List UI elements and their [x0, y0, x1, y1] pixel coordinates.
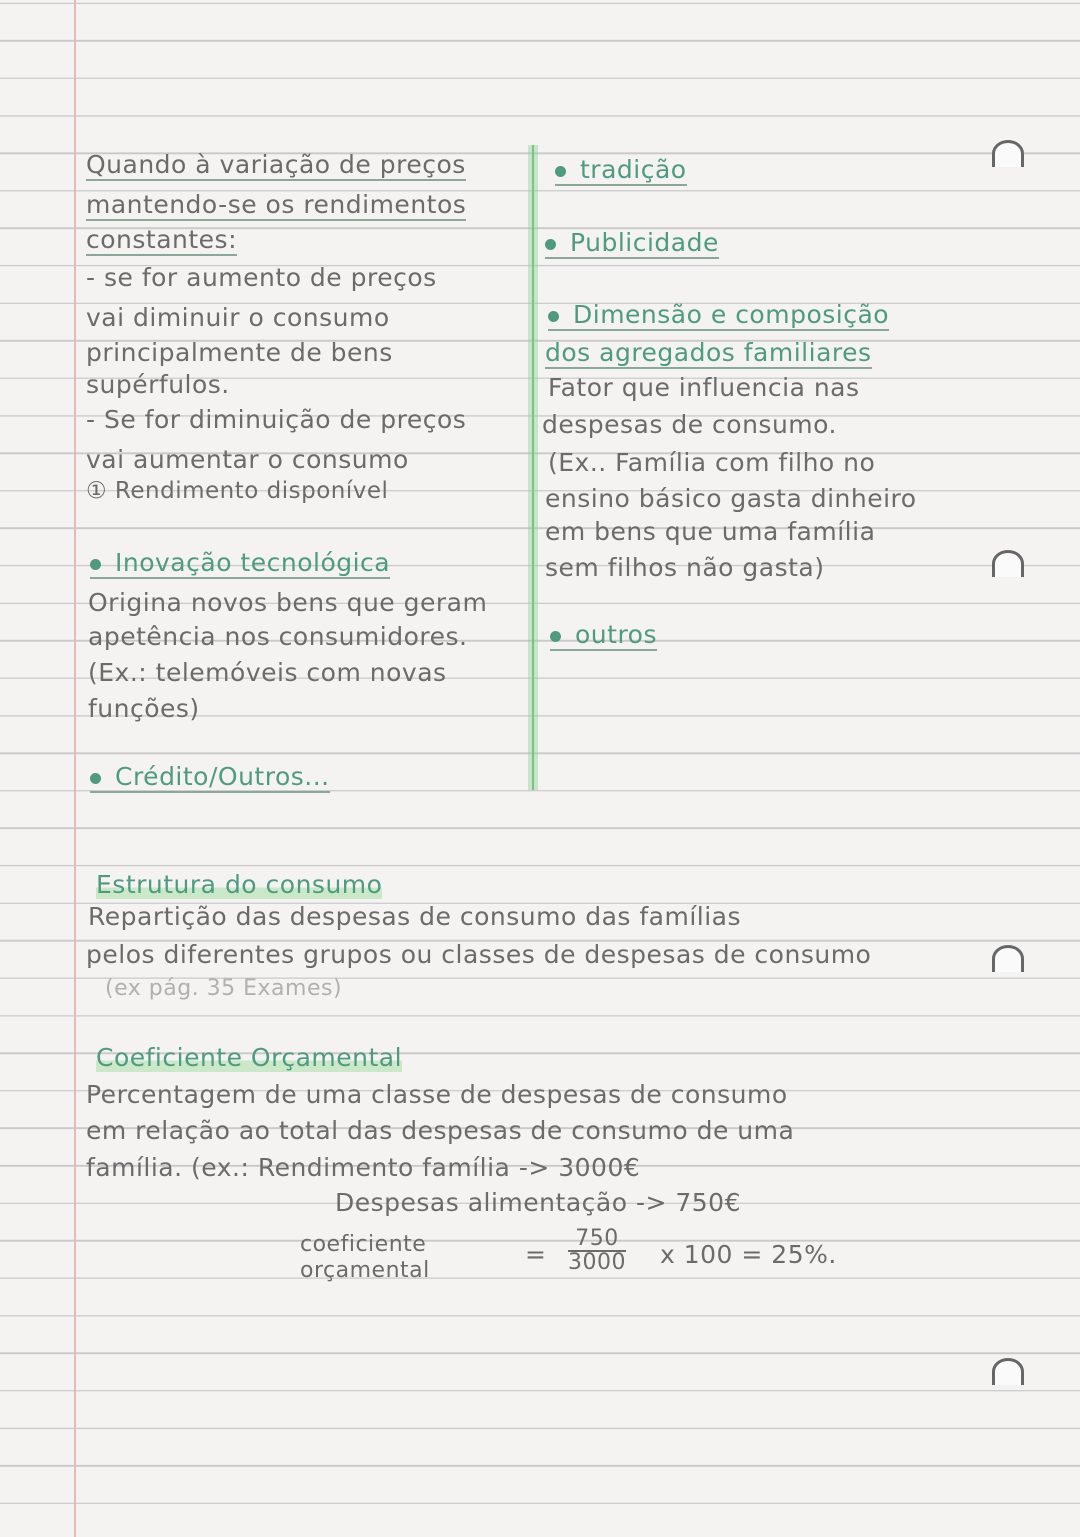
coeficiente-line: Percentagem de uma classe de despesas de consumo	[86, 1080, 788, 1109]
bullet-icon	[548, 311, 559, 322]
credito-item	[90, 762, 330, 793]
dimensao-title	[548, 300, 889, 331]
point-line: principalmente de bens	[86, 338, 393, 367]
intro-line: constantes:	[86, 225, 238, 254]
coeficiente-example: Despesas alimentação -> 750€	[335, 1188, 741, 1217]
point-line: supérfulos.	[86, 370, 230, 399]
inovacao-line: Origina novos bens que geram	[88, 588, 488, 617]
estrutura-note: (ex pág. 35 Exames)	[105, 976, 343, 1001]
binder-hole	[992, 1358, 1024, 1385]
bullet-icon	[550, 631, 561, 642]
dimensao-line: (Ex.. Família com filho no	[548, 448, 876, 477]
dimensao-line: despesas de consumo.	[542, 410, 837, 439]
dimensao-line: em bens que uma família	[545, 517, 876, 546]
point-line: - Se for diminuição de preços	[86, 405, 467, 434]
coeficiente-line: família. (ex.: Rendimento família -> 3000€	[86, 1153, 641, 1182]
tradicao-item	[555, 155, 687, 186]
dimensao-title-line: dos agregados familiares	[545, 338, 872, 367]
intro-line: mantendo-se os rendimentos	[86, 190, 467, 219]
binder-hole	[992, 140, 1024, 167]
publicidade-item	[545, 228, 719, 259]
coeficiente-formula-label	[300, 1232, 430, 1284]
inovacao-line: funções)	[88, 694, 200, 723]
tradicao-text: tradição	[580, 155, 687, 184]
dimensao-line: Fator que influencia nas	[548, 373, 860, 402]
formula-label-line: coeficiente	[300, 1232, 427, 1257]
fraction-denominator: 3000	[568, 1250, 626, 1275]
formula-label-line: orçamental	[300, 1258, 430, 1283]
numbered-item: ① Rendimento disponível	[86, 478, 389, 504]
publicidade-text: Publicidade	[570, 228, 719, 257]
dimensao-line: sem filhos não gasta)	[545, 553, 825, 582]
binder-hole	[992, 945, 1024, 972]
point-line: - se for aumento de preços	[86, 263, 437, 292]
bullet-icon	[90, 559, 101, 570]
bullet-icon	[555, 166, 566, 177]
inovacao-title	[90, 548, 390, 579]
coeficiente-line: em relação ao total das despesas de consumo de uma	[86, 1116, 795, 1145]
inovacao-line: (Ex.: telemóveis com novas	[88, 658, 447, 687]
estrutura-title: Estrutura do consumo	[96, 870, 383, 899]
outros-item	[550, 620, 657, 651]
bullet-icon	[90, 773, 101, 784]
intro-line: Quando à variação de preços	[86, 150, 466, 179]
formula-fraction	[568, 1228, 626, 1274]
dimensao-line: ensino básico gasta dinheiro	[545, 484, 917, 513]
credito-text: Crédito/Outros...	[115, 762, 330, 791]
estrutura-line: Repartição das despesas de consumo das famílias	[88, 902, 742, 931]
point-line: vai aumentar o consumo	[86, 445, 409, 474]
margin-line	[74, 0, 76, 1537]
bullet-icon	[545, 239, 556, 250]
dimensao-title-text: Dimensão e composição	[573, 300, 890, 329]
outros-text: outros	[575, 620, 657, 649]
inovacao-line: apetência nos consumidores.	[88, 622, 468, 651]
column-divider	[528, 145, 538, 790]
binder-hole	[992, 550, 1024, 577]
formula-equals: =	[525, 1240, 547, 1269]
coeficiente-title: Coeficiente Orçamental	[96, 1043, 403, 1072]
fraction-numerator: 750	[568, 1228, 626, 1252]
formula-result: x 100 = 25%.	[660, 1240, 837, 1269]
inovacao-title-text: Inovação tecnológica	[115, 548, 391, 577]
point-line: vai diminuir o consumo	[86, 303, 390, 332]
estrutura-line: pelos diferentes grupos ou classes de despesas de consumo	[86, 940, 872, 969]
